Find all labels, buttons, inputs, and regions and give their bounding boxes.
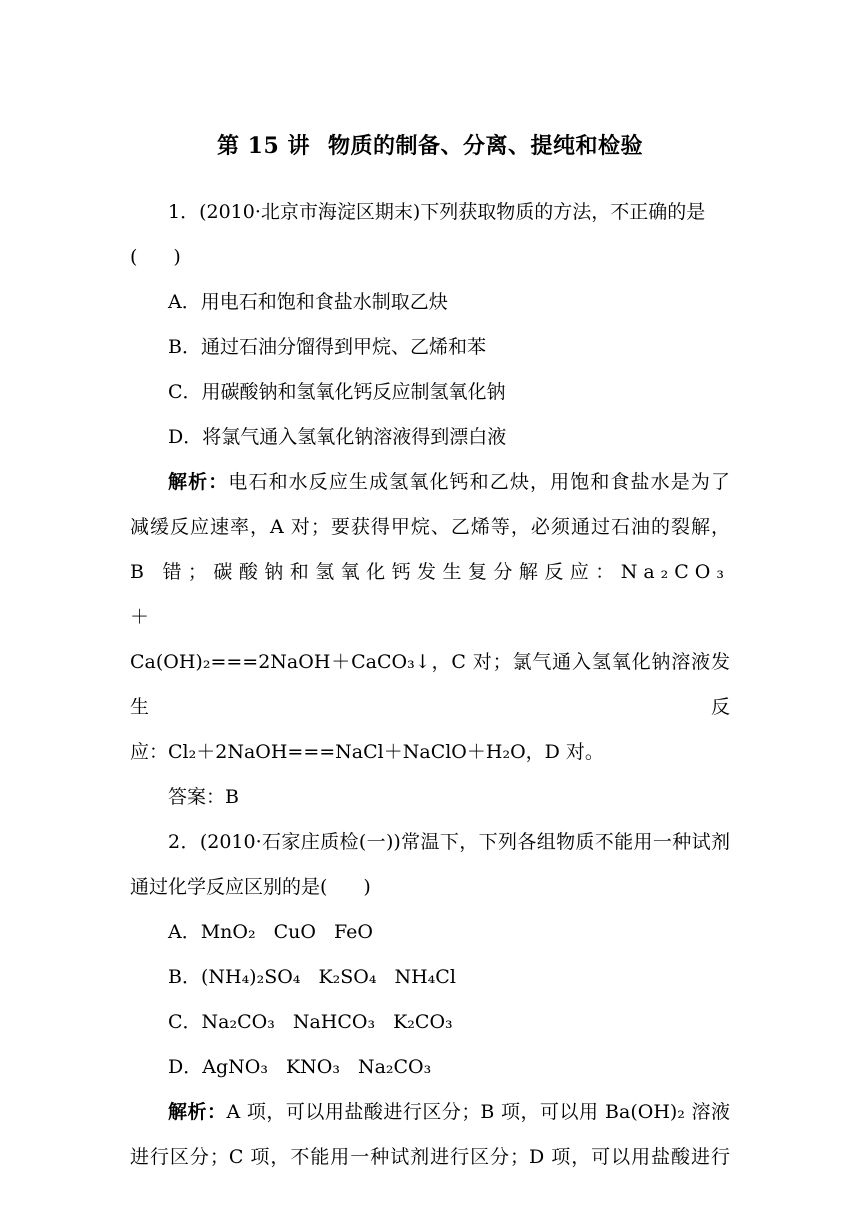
analysis-label: 解析：: [168, 1101, 227, 1123]
question-1-analysis-line-3: B 错；碳酸钠和氢氧化钙发生复分解反应：Na₂CO₃＋: [130, 561, 730, 628]
question-2-analysis-line-1: 解析：A 项，可以用盐酸进行区分；B 项，可以用 Ba(OH)₂ 溶液: [168, 1101, 730, 1123]
lecture-topic: 物质的制备、分离、提纯和检验: [327, 133, 643, 159]
question-2-option-d: D．AgNO₃ KNO₃ Na₂CO₃: [168, 1056, 432, 1078]
question-1-option-d: D．将氯气通入氢氧化钠溶液得到漂白液: [168, 426, 507, 448]
page-title: [0, 130, 860, 162]
question-1-stem: 1．(2010·北京市海淀区期末)下列获取物质的方法，不正确的是: [168, 201, 706, 223]
question-1-analysis-line-5: 应：Cl₂＋2NaOH===NaCl＋NaClO＋H₂O，D 对。: [130, 741, 604, 763]
lecture-number: 第 15 讲: [217, 133, 310, 159]
question-1-answer: 答案：B: [168, 786, 239, 808]
analysis-label: 解析：: [168, 471, 229, 493]
question-1-option-b: B．通过石油分馏得到甲烷、乙烯和苯: [168, 336, 486, 358]
question-2-analysis-line-2: 进行区分；C 项，不能用一种试剂进行区分；D 项，可以用盐酸进行: [130, 1146, 730, 1168]
question-2-option-c: C．Na₂CO₃ NaHCO₃ K₂CO₃: [168, 1011, 453, 1033]
question-2-stem-line-2: 通过化学反应区别的是( ): [130, 876, 371, 898]
question-1-analysis-line-4: Ca(OH)₂===2NaOH＋CaCO₃↓，C 对；氯气通入氢氧化钠溶液发生反: [130, 651, 730, 718]
question-1-option-c: C．用碳酸钠和氢氧化钙反应制氢氧化钠: [168, 381, 506, 403]
question-1-analysis-line-2: 减缓反应速率，A 对；要获得甲烷、乙烯等，必须通过石油的裂解，: [130, 516, 730, 538]
question-2-option-b: B．(NH₄)₂SO₄ K₂SO₄ NH₄Cl: [168, 966, 456, 988]
document-body: [130, 190, 730, 1180]
question-1-answer-blank: ( ): [130, 246, 181, 268]
question-2-stem-line-1: 2．(2010·石家庄质检(一))常温下，下列各组物质不能用一种试剂: [168, 831, 730, 853]
question-1-option-a: A．用电石和饱和食盐水制取乙炔: [168, 291, 448, 313]
question-1-analysis-line-1: 解析：电石和水反应生成氢氧化钙和乙炔，用饱和食盐水是为了: [168, 471, 730, 493]
question-2-option-a: A．MnO₂ CuO FeO: [168, 921, 373, 943]
